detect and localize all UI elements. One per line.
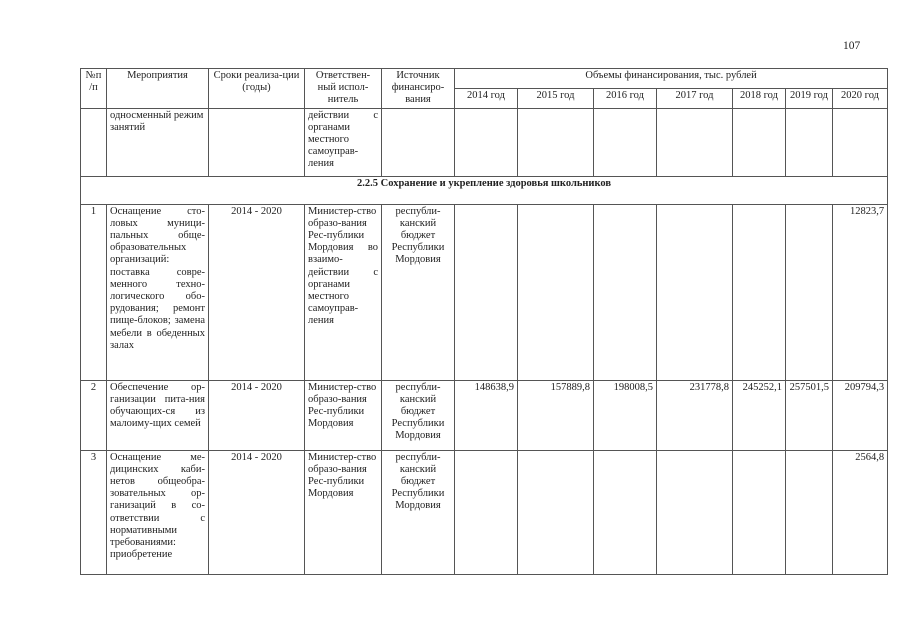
cell-terms: 2014 - 2020 — [209, 380, 305, 450]
cell-value: 157889,8 — [518, 380, 594, 450]
cell-num: 3 — [81, 450, 107, 574]
cell-value — [657, 450, 733, 574]
table-row — [81, 380, 888, 450]
cell-value — [657, 204, 733, 380]
page-number: 107 — [843, 40, 861, 52]
header-year: 2018 год — [733, 88, 786, 108]
cell-value — [455, 450, 518, 574]
cell-value: 231778,8 — [657, 380, 733, 450]
header-year: 2020 год — [833, 88, 888, 108]
header-terms: Сроки реализа-ции (годы) — [209, 69, 305, 109]
header-year: 2015 год — [518, 88, 594, 108]
cell-terms: 2014 - 2020 — [209, 450, 305, 574]
cell-event: односменный режим занятий — [107, 108, 209, 176]
continuation-row — [81, 108, 888, 176]
cell-value: 245252,1 — [733, 380, 786, 450]
header-responsible: Ответствен-ный испол-нитель — [305, 69, 382, 109]
cell-num — [81, 108, 107, 176]
header-year: 2017 год — [657, 88, 733, 108]
header-row — [81, 69, 888, 89]
cell-value — [518, 108, 594, 176]
cell-value — [455, 108, 518, 176]
cell-value — [518, 204, 594, 380]
cell-value — [786, 204, 833, 380]
section-row — [81, 176, 888, 204]
cell-num: 2 — [81, 380, 107, 450]
cell-value — [733, 108, 786, 176]
cell-value — [594, 450, 657, 574]
cell-event: Оснащение сто-ловых муници-пальных обще-образовательных организаций: поставка совре-менного техно-логического обо-рудования; ремонт пище-блоков; замена мебели в обеденных залах — [107, 204, 209, 380]
cell-responsible: действии с органами местного самоуправ-ления — [305, 108, 382, 176]
cell-event: Оснащение ме-дицинских каби-нетов общеобра-зовательных ор-ганизаций в со-ответствии с нормативными требованиями: приобретение — [107, 450, 209, 574]
header-num: №п /п — [81, 69, 107, 109]
cell-value: 2564,8 — [833, 450, 888, 574]
header-event: Мероприятия — [107, 69, 209, 109]
cell-source: республи-канский бюджет Республики Мордовия — [382, 204, 455, 380]
table-row — [81, 450, 888, 574]
cell-value — [518, 450, 594, 574]
cell-value: 198008,5 — [594, 380, 657, 450]
header-source: Источник финансиро-вания — [382, 69, 455, 109]
header-volumes: Объемы финансирования, тыс. рублей — [455, 69, 888, 89]
cell-source: республи-канский бюджет Республики Мордовия — [382, 380, 455, 450]
cell-value: 12823,7 — [833, 204, 888, 380]
cell-value — [733, 204, 786, 380]
section-title: 2.2.5 Сохранение и укрепление здоровья школьников — [81, 176, 888, 204]
cell-value — [657, 108, 733, 176]
header-year: 2016 год — [594, 88, 657, 108]
financing-table — [80, 68, 888, 575]
cell-source — [382, 108, 455, 176]
cell-value: 209794,3 — [833, 380, 888, 450]
cell-terms — [209, 108, 305, 176]
cell-value — [733, 450, 786, 574]
cell-value — [833, 108, 888, 176]
cell-value — [786, 450, 833, 574]
cell-responsible: Министер-ство образо-вания Рес-публики Мордовия во взаимо-действии с органами местного самоуправ-ления — [305, 204, 382, 380]
header-year: 2014 год — [455, 88, 518, 108]
cell-source: республи-канский бюджет Республики Мордовия — [382, 450, 455, 574]
cell-value: 148638,9 — [455, 380, 518, 450]
cell-terms: 2014 - 2020 — [209, 204, 305, 380]
cell-responsible: Министер-ство образо-вания Рес-публики Мордовия — [305, 380, 382, 450]
cell-value — [455, 204, 518, 380]
header-year: 2019 год — [786, 88, 833, 108]
cell-event: Обеспечение ор-ганизации пита-ния обучающих-ся из малоиму-щих семей — [107, 380, 209, 450]
cell-num: 1 — [81, 204, 107, 380]
cell-value — [594, 204, 657, 380]
cell-value — [594, 108, 657, 176]
table-row — [81, 204, 888, 380]
cell-value — [786, 108, 833, 176]
cell-responsible: Министер-ство образо-вания Рес-публики Мордовия — [305, 450, 382, 574]
cell-value: 257501,5 — [786, 380, 833, 450]
